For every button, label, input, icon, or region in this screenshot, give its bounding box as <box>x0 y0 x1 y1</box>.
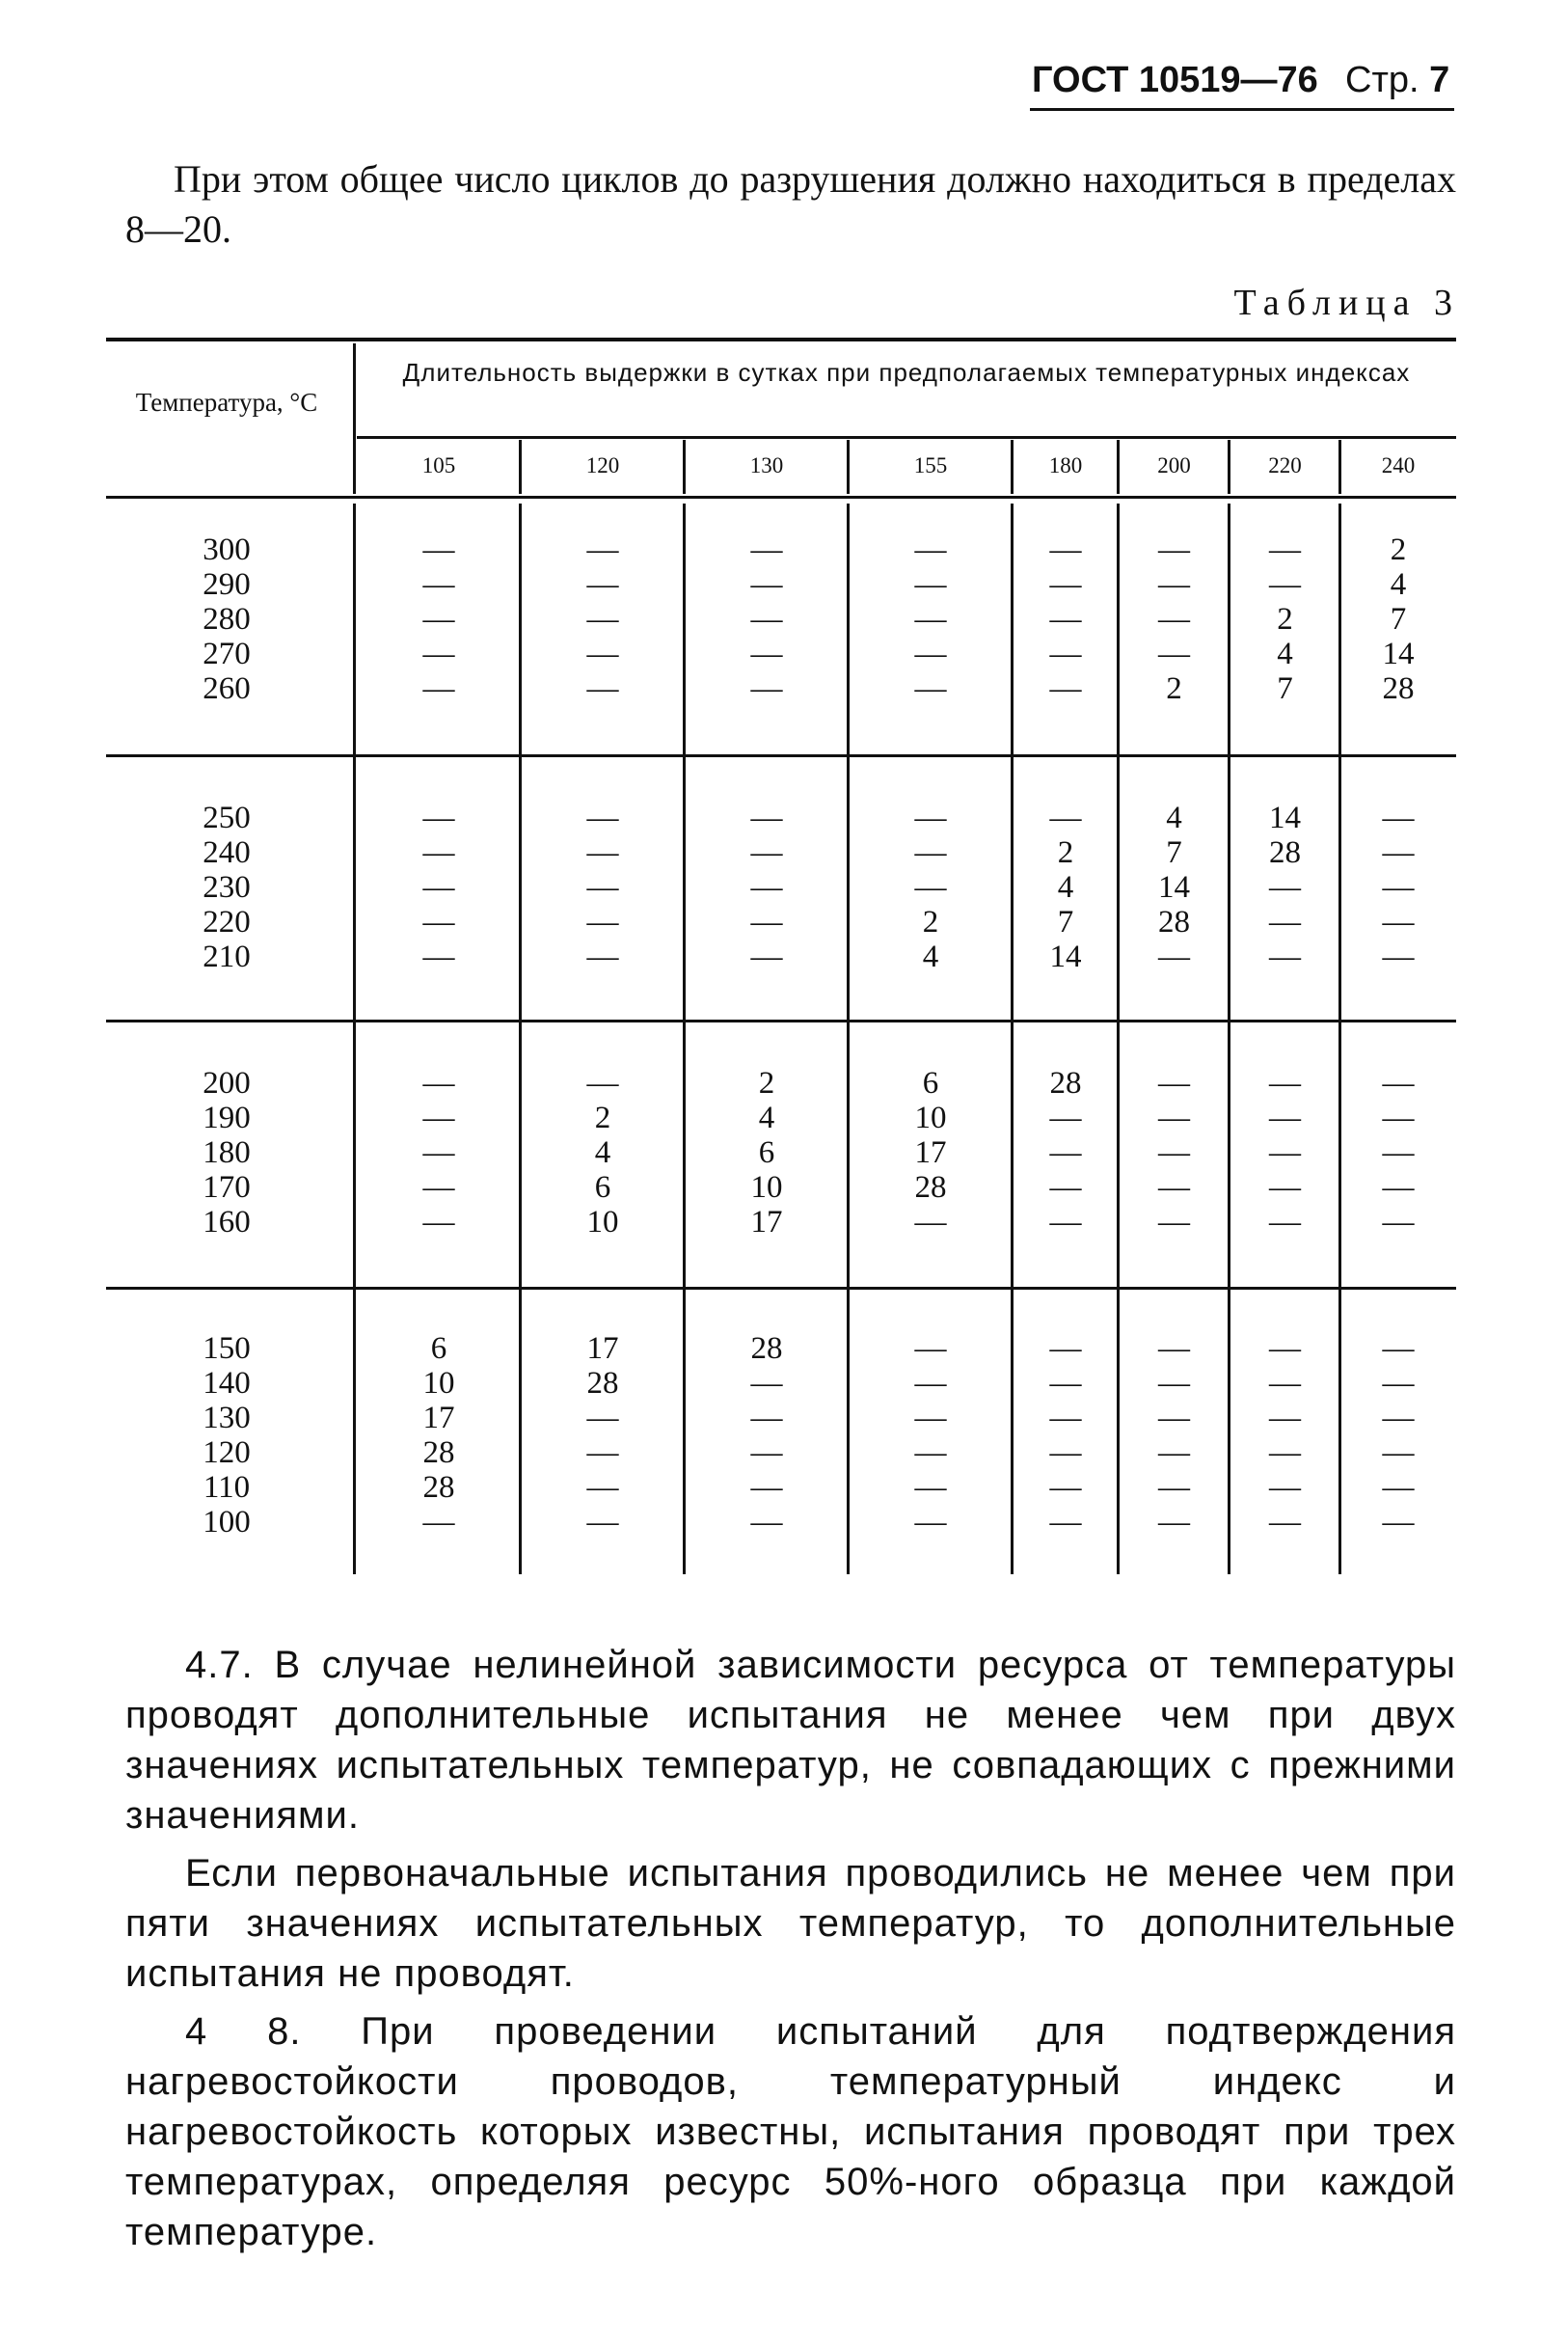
duration-cell: — <box>914 801 947 835</box>
duration-cell: 2 <box>1390 532 1407 567</box>
duration-cell: — <box>1158 1135 1190 1170</box>
duration-cell: — <box>914 1401 947 1435</box>
duration-cell: — <box>586 905 619 940</box>
duration-cell: — <box>1269 870 1301 905</box>
duration-cell: — <box>1382 801 1415 835</box>
duration-cell: — <box>422 671 455 706</box>
duration-cell: 4 <box>758 1101 775 1135</box>
temperature-cell: 130 <box>203 1401 251 1435</box>
duration-cell: — <box>914 1470 947 1505</box>
temperature-cell: 220 <box>203 905 251 940</box>
temperature-cell: 240 <box>203 835 251 870</box>
column-divider <box>519 504 522 1574</box>
duration-cell: 28 <box>1269 835 1301 870</box>
column-divider <box>1117 504 1120 1574</box>
duration-cell: 2 <box>1277 602 1293 637</box>
header-column-divider <box>1117 440 1120 494</box>
column-divider <box>847 504 850 1574</box>
duration-cell: 14 <box>1049 940 1082 974</box>
temperature-cell: 290 <box>203 567 251 602</box>
duration-cell: 4 <box>594 1135 611 1170</box>
temperature-cell: 180 <box>203 1135 251 1170</box>
duration-cell: — <box>914 1331 947 1366</box>
duration-cell: — <box>422 905 455 940</box>
body-text <box>125 1640 1456 2265</box>
duration-cell: — <box>1158 1170 1190 1205</box>
duration-cell: — <box>1158 532 1190 567</box>
index-header-240: 240 <box>1381 453 1416 477</box>
duration-cell: — <box>1049 567 1082 602</box>
column-divider <box>1011 504 1014 1574</box>
duration-cell: 7 <box>1057 905 1074 940</box>
duration-cell: — <box>914 671 947 706</box>
duration-cell: 28 <box>914 1170 947 1205</box>
paragraph-4-8: 4 8. При проведении испытаний для подтверждения нагревостойкости проводов, температурный индекс и нагревостойкость которых известны, испытания проводят при трех температурах, определяя ресурс 50%-ного образца при каждой температуре. <box>125 2010 1456 2253</box>
header-column-divider <box>847 440 850 494</box>
duration-cell: — <box>750 637 783 671</box>
duration-cell: — <box>1269 567 1301 602</box>
duration-cell: — <box>586 940 619 974</box>
duration-cell: 28 <box>422 1435 455 1470</box>
duration-cell: — <box>1382 905 1415 940</box>
duration-cell: — <box>586 671 619 706</box>
duration-cell: — <box>422 1170 455 1205</box>
duration-cell: — <box>1158 1066 1190 1101</box>
duration-cell: 17 <box>750 1205 783 1240</box>
duration-cell: — <box>1382 1066 1415 1101</box>
temperature-cell: 230 <box>203 870 251 905</box>
temperature-cell: 250 <box>203 801 251 835</box>
duration-cell: — <box>1269 1170 1301 1205</box>
column-divider <box>683 504 686 1574</box>
duration-cell: — <box>1049 1401 1082 1435</box>
duration-cell: — <box>750 567 783 602</box>
duration-cell: — <box>750 870 783 905</box>
temperature-cell: 270 <box>203 637 251 671</box>
duration-cell: — <box>1269 1066 1301 1101</box>
paragraph-4-7-cont: Если первоначальные испытания проводились не менее чем при пяти значениях испытательных температур, то дополнительные испытания не проводят. <box>125 1852 1456 1995</box>
duration-cell: 4 <box>1390 567 1407 602</box>
duration-cell: — <box>1382 1470 1415 1505</box>
temperature-header: Температура, °С <box>135 388 318 417</box>
duration-cell: — <box>914 532 947 567</box>
duration-cell: — <box>750 532 783 567</box>
duration-cell: 4 <box>922 940 939 974</box>
duration-cell: 10 <box>914 1101 947 1135</box>
duration-cell: — <box>422 835 455 870</box>
temperature-cell: 280 <box>203 602 251 637</box>
duration-cell: — <box>750 1401 783 1435</box>
duration-cell: 2 <box>1057 835 1074 870</box>
duration-cell: — <box>750 1366 783 1401</box>
duration-cell: — <box>586 1435 619 1470</box>
duration-cell: — <box>750 835 783 870</box>
temperature-cell: 160 <box>203 1205 251 1240</box>
duration-cell: 14 <box>1269 801 1301 835</box>
duration-cell: — <box>1158 1401 1190 1435</box>
duration-cell: — <box>1158 567 1190 602</box>
duration-cell: — <box>1269 1366 1301 1401</box>
duration-cell: — <box>914 567 947 602</box>
duration-cell: — <box>422 1066 455 1101</box>
duration-cell: — <box>750 1505 783 1540</box>
duration-cell: — <box>1382 1505 1415 1540</box>
duration-cell: — <box>586 1401 619 1435</box>
block-separator <box>106 1020 1456 1022</box>
duration-cell: 2 <box>1166 671 1182 706</box>
duration-cell: — <box>586 1066 619 1101</box>
standard-number: ГОСТ 10519—76 <box>1032 60 1318 100</box>
duration-cell: 10 <box>586 1205 619 1240</box>
temperature-cell: 200 <box>203 1066 251 1101</box>
index-header-155: 155 <box>913 453 948 477</box>
temperature-cell: 170 <box>203 1170 251 1205</box>
table-caption: Таблица 3 <box>1233 283 1460 323</box>
duration-cell: — <box>1049 602 1082 637</box>
duration-cell: — <box>586 835 619 870</box>
duration-cell: 6 <box>430 1331 447 1366</box>
duration-cell: — <box>1049 532 1082 567</box>
duration-cell: — <box>1382 1170 1415 1205</box>
duration-cell: — <box>1269 1205 1301 1240</box>
duration-cell: 6 <box>594 1170 611 1205</box>
index-header-220: 220 <box>1268 453 1302 477</box>
index-header-105: 105 <box>421 453 456 477</box>
duration-cell: — <box>750 602 783 637</box>
duration-cell: — <box>750 801 783 835</box>
duration-cell: — <box>1382 870 1415 905</box>
header-mid-rule <box>357 436 1456 439</box>
column-divider <box>353 504 356 1574</box>
duration-cell: — <box>586 1505 619 1540</box>
duration-cell: — <box>1049 1205 1082 1240</box>
temperature-cell: 120 <box>203 1435 251 1470</box>
header-column-divider <box>1011 440 1014 494</box>
duration-cell: 28 <box>1158 905 1190 940</box>
header-bottom-rule <box>106 496 1456 499</box>
duration-cell: 4 <box>1277 637 1293 671</box>
duration-cell: — <box>1158 1205 1190 1240</box>
duration-cell: — <box>586 637 619 671</box>
duration-cell: — <box>1269 1101 1301 1135</box>
duration-cell: — <box>1049 1331 1082 1366</box>
duration-cell: — <box>1269 1435 1301 1470</box>
duration-cell: — <box>1269 1135 1301 1170</box>
duration-cell: — <box>750 905 783 940</box>
duration-cell: — <box>586 567 619 602</box>
duration-cell: — <box>1269 532 1301 567</box>
duration-cell: — <box>1049 1170 1082 1205</box>
duration-cell: — <box>1382 1435 1415 1470</box>
duration-cell: — <box>1049 1505 1082 1540</box>
header-rule <box>1030 108 1454 111</box>
duration-cell: 17 <box>586 1331 619 1366</box>
temperature-cell: 210 <box>203 940 251 974</box>
column-divider <box>1338 504 1341 1574</box>
duration-cell: — <box>422 801 455 835</box>
duration-cell: — <box>1049 801 1082 835</box>
header-column-divider <box>519 440 522 494</box>
block-separator <box>106 1287 1456 1290</box>
duration-cell: — <box>422 567 455 602</box>
duration-cell: — <box>422 1101 455 1135</box>
duration-cell: — <box>422 637 455 671</box>
duration-cell: — <box>1158 1331 1190 1366</box>
duration-cell: — <box>1049 1101 1082 1135</box>
duration-cell: — <box>750 1470 783 1505</box>
duration-cell: — <box>1382 1366 1415 1401</box>
column-divider <box>1228 504 1230 1574</box>
block-separator <box>106 754 1456 757</box>
duration-cell: — <box>1158 602 1190 637</box>
duration-cell: — <box>1158 637 1190 671</box>
duration-cell: — <box>1382 940 1415 974</box>
temperature-cell: 150 <box>203 1331 251 1366</box>
duration-cell: 17 <box>422 1401 455 1435</box>
duration-cell: — <box>914 870 947 905</box>
duration-cell: — <box>586 1470 619 1505</box>
duration-cell: — <box>1269 1505 1301 1540</box>
duration-cell: — <box>1382 1135 1415 1170</box>
duration-cell: — <box>1049 671 1082 706</box>
duration-cell: — <box>914 1435 947 1470</box>
duration-cell: 28 <box>1382 671 1415 706</box>
header-column-divider <box>1228 440 1230 494</box>
duration-cell: — <box>586 532 619 567</box>
header-column-divider <box>1338 440 1341 494</box>
duration-cell: 14 <box>1158 870 1190 905</box>
duration-cell: — <box>1158 940 1190 974</box>
header-column-divider <box>683 440 686 494</box>
page-number-label: Стр. 7 <box>1345 60 1450 100</box>
duration-cell: 6 <box>922 1066 939 1101</box>
duration-cell: — <box>1049 1135 1082 1170</box>
duration-cell: — <box>1269 940 1301 974</box>
duration-cell: — <box>1382 835 1415 870</box>
duration-cell: 2 <box>758 1066 775 1101</box>
duration-cell: — <box>1269 1401 1301 1435</box>
duration-cell: 2 <box>922 905 939 940</box>
temperature-cell: 260 <box>203 671 251 706</box>
duration-cell: 2 <box>594 1101 611 1135</box>
duration-cell: — <box>1049 1366 1082 1401</box>
duration-cell: 28 <box>1049 1066 1082 1101</box>
duration-cell: — <box>1049 1470 1082 1505</box>
duration-header: Длительность выдержки в сутках при предполагаемых температурных индексах <box>402 358 1411 387</box>
duration-cell: 7 <box>1277 671 1293 706</box>
paragraph-4-7: 4.7. В случае нелинейной зависимости ресурса от температуры проводят дополнительные испытания не менее чем при двух значениях испытательных температур, не совпадающих с прежними значениями. <box>125 1644 1456 1837</box>
duration-cell: 10 <box>750 1170 783 1205</box>
duration-cell: — <box>1269 905 1301 940</box>
duration-cell: — <box>586 801 619 835</box>
index-header-200: 200 <box>1157 453 1191 477</box>
duration-cell: 4 <box>1166 801 1182 835</box>
duration-cell: — <box>1269 1331 1301 1366</box>
duration-cell: — <box>422 1135 455 1170</box>
duration-cell: — <box>586 870 619 905</box>
duration-cell: — <box>1158 1470 1190 1505</box>
duration-cell: 7 <box>1166 835 1182 870</box>
temperature-cell: 100 <box>203 1505 251 1540</box>
temperature-cell: 190 <box>203 1101 251 1135</box>
duration-cell: — <box>914 1366 947 1401</box>
duration-cell: — <box>914 835 947 870</box>
duration-cell: — <box>422 1505 455 1540</box>
duration-cell: — <box>422 940 455 974</box>
temp-column-divider <box>353 343 356 494</box>
duration-cell: — <box>914 602 947 637</box>
duration-cell: — <box>1158 1435 1190 1470</box>
duration-cell: — <box>1382 1401 1415 1435</box>
duration-cell: 6 <box>758 1135 775 1170</box>
duration-cell: — <box>1382 1101 1415 1135</box>
duration-cell: — <box>750 1435 783 1470</box>
table-top-rule <box>106 338 1456 341</box>
duration-cell: — <box>422 532 455 567</box>
duration-cell: 28 <box>422 1470 455 1505</box>
duration-cell: 7 <box>1390 602 1407 637</box>
duration-cell: — <box>1382 1331 1415 1366</box>
duration-cell: — <box>1049 1435 1082 1470</box>
duration-cell: 28 <box>586 1366 619 1401</box>
intro-text <box>125 154 1456 255</box>
duration-cell: 28 <box>750 1331 783 1366</box>
duration-cell: — <box>422 1205 455 1240</box>
duration-cell: — <box>914 1205 947 1240</box>
temperature-cell: 110 <box>203 1470 251 1505</box>
index-header-180: 180 <box>1048 453 1083 477</box>
duration-cell: — <box>750 940 783 974</box>
duration-cell: 10 <box>422 1366 455 1401</box>
temperature-cell: 140 <box>203 1366 251 1401</box>
page-number: 7 <box>1429 60 1450 100</box>
duration-cell: — <box>1158 1101 1190 1135</box>
intro-paragraph: При этом общее число циклов до разрушения должно находиться в пределах 8—20. <box>125 157 1456 251</box>
index-header-120: 120 <box>585 453 620 477</box>
duration-cell: — <box>422 602 455 637</box>
duration-cell: 17 <box>914 1135 947 1170</box>
duration-cell: — <box>586 602 619 637</box>
duration-cell: — <box>750 671 783 706</box>
duration-cell: 4 <box>1057 870 1074 905</box>
index-header-130: 130 <box>749 453 784 477</box>
duration-cell: — <box>1158 1366 1190 1401</box>
duration-cell: — <box>1382 1205 1415 1240</box>
duration-cell: 14 <box>1382 637 1415 671</box>
duration-cell: — <box>422 870 455 905</box>
duration-cell: — <box>914 637 947 671</box>
duration-cell: — <box>1158 1505 1190 1540</box>
duration-cell: — <box>1269 1470 1301 1505</box>
duration-cell: — <box>914 1505 947 1540</box>
temperature-cell: 300 <box>203 532 251 567</box>
duration-cell: — <box>1049 637 1082 671</box>
